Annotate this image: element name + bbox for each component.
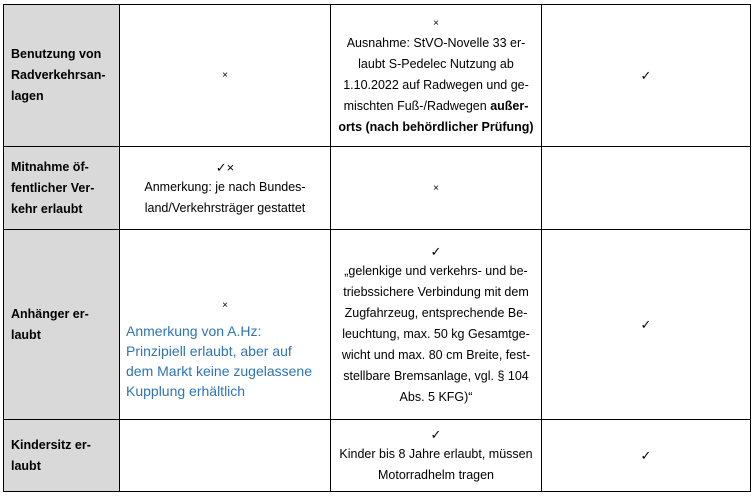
check-mark-icon: ✓ [640, 68, 652, 83]
row-header-line: kehr erlaubt [11, 201, 83, 216]
cell-text-line: laubt S-Pedelec Nutzung ab [358, 56, 514, 71]
check-mark-icon: ✓ [430, 243, 442, 259]
cell [120, 147, 331, 230]
note-line: Anmerkung von A.Hz: [126, 323, 262, 339]
annotation-note [126, 321, 324, 401]
cell [331, 5, 542, 147]
comparison-table [3, 4, 751, 492]
cell-text-line: Kinder bis 8 Jahre erlaubt, müssen [339, 447, 533, 461]
cell-text-line: Ausnahme: StVO-Novelle 33 er- [346, 35, 526, 50]
row-header-line: Mitnahme öf- [11, 159, 89, 174]
check-mark-icon: ✓ [430, 427, 442, 442]
table-row [4, 420, 751, 492]
row-header-line: fentlicher Ver- [11, 180, 95, 195]
cell-text-line: 1.10.2022 auf Radwegen und ge- [343, 77, 529, 92]
cell-text-line: stellbare Bremsanlage, vgl. § 104 [343, 368, 529, 383]
cell [120, 230, 331, 420]
cell-text-part: mischten Fuß-/Radwegen [343, 98, 491, 113]
row-header-kindersitz [4, 420, 120, 492]
check-mark-icon: ✓ [640, 317, 652, 332]
row-header-anhaenger [4, 230, 120, 420]
cell-text-line: land/Verkehrsträger gestattet [144, 200, 306, 215]
cross-mark-icon: × [222, 300, 228, 311]
row-header-line: Radverkehrsan- [11, 68, 106, 82]
cell [542, 5, 751, 147]
cell [331, 420, 542, 492]
cell [542, 420, 751, 492]
row-header-radverkehrsanlagen [4, 5, 120, 147]
note-line: Kupplung erhältlich [126, 383, 246, 399]
cell-text-line: Anmerkung: je nach Bundes- [144, 179, 306, 194]
cell-text-line: Motorradhelm tragen [377, 468, 495, 482]
cell [120, 5, 331, 147]
table-row [4, 5, 751, 147]
row-header-line: Anhänger er- [11, 306, 89, 321]
check-mark-icon: ✓ [640, 448, 652, 463]
cross-mark-icon: × [222, 70, 228, 81]
table-row [4, 147, 751, 230]
row-header-line: Benutzung von [11, 47, 102, 61]
note-line: dem Markt keine zugelassene [126, 363, 312, 379]
cell-text-line: orts (nach behördlicher Prüfung) [338, 119, 534, 134]
table-row [4, 230, 751, 420]
note-line: Prinzipiell erlaubt, aber auf [126, 343, 292, 359]
cell [542, 147, 751, 230]
row-header-line: laubt [11, 458, 41, 473]
cell [331, 147, 542, 230]
cell-text-line: „gelenkige und verkehrs- und be- [344, 263, 528, 278]
row-header-line: lagen [11, 89, 44, 103]
cell-text-line: wicht und max. 80 cm Breite, fest- [341, 347, 531, 362]
cell-text-line: triebssichere Verbindung mit dem [343, 284, 529, 299]
cell-text-line [337, 96, 535, 117]
row-header-mitnahme [4, 147, 120, 230]
row-header-line: laubt [11, 327, 41, 342]
row-header-line: Kindersitz er- [11, 437, 91, 452]
cell [331, 230, 542, 420]
check-cross-mark-icon: ✓× [215, 159, 235, 175]
cell-text-line: leuchtung, max. 50 kg Gesamtge- [342, 326, 530, 341]
cell-text-bold: außer- [490, 98, 529, 113]
cell-text-line: Zugfahrzeug, entsprechende Be- [344, 305, 528, 320]
cell-text-line: Abs. 5 KFG)“ [399, 389, 473, 404]
cross-mark-icon: × [433, 17, 439, 29]
cell [120, 420, 331, 492]
cross-mark-icon: × [433, 182, 439, 194]
cell [542, 230, 751, 420]
